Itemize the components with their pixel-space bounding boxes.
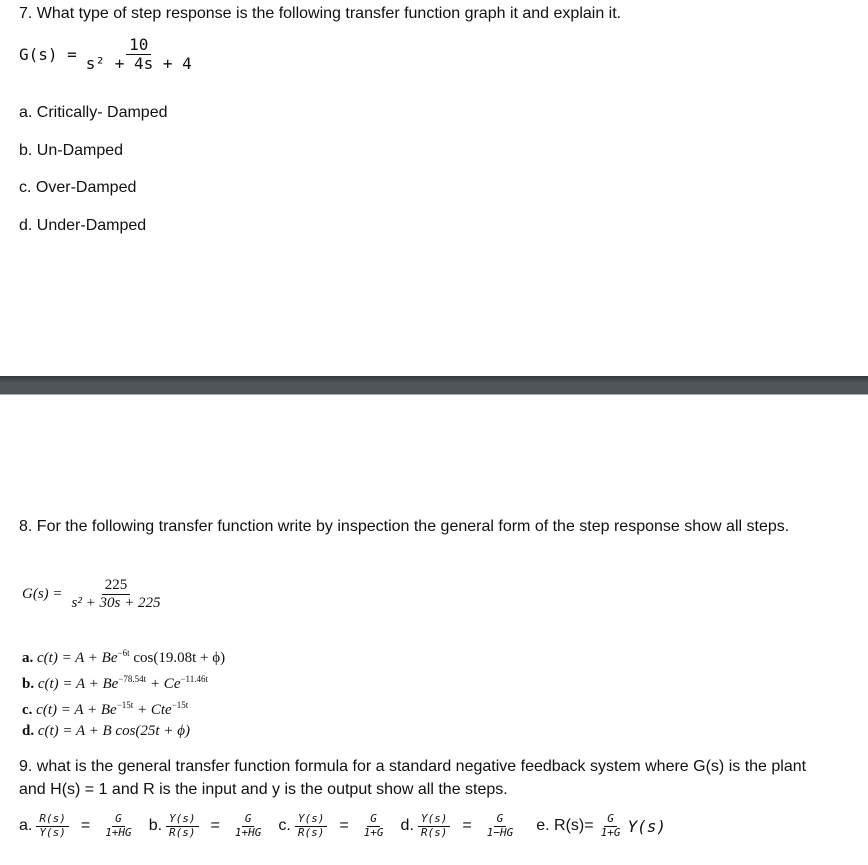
option-label: b.: [22, 676, 35, 692]
option-label: e. R(s)=: [536, 817, 594, 835]
option-label: a.: [19, 817, 33, 835]
exponent: −11.46t: [180, 674, 208, 684]
denominator: 1−HG: [486, 825, 514, 839]
denominator: Y(s): [39, 825, 66, 839]
q8-options: [22, 643, 225, 742]
q7-numerator: 10: [126, 36, 151, 55]
exponent: −15t: [116, 700, 134, 710]
denominator: 1+HG: [105, 825, 132, 839]
option-label: d.: [22, 723, 35, 739]
q8-option-b[interactable]: [22, 669, 225, 695]
q9-question: 9. what is the general transfer function formula for a standard negative feedback system where G(s) is the plant and H(s) = 1 and R is the input and y is the output show all the steps.: [19, 758, 807, 798]
expr: c(t) = A + Be: [37, 676, 119, 692]
equals: =: [339, 817, 349, 835]
exponent: −15t: [171, 700, 189, 710]
option-label: a.: [22, 650, 34, 666]
expr: c(t) = A + Be: [37, 650, 118, 666]
q8-option-a[interactable]: [22, 643, 225, 669]
q9-option-a[interactable]: [19, 813, 135, 839]
denominator: R(s): [420, 825, 448, 839]
expr: c(t) = A + Be: [36, 702, 117, 718]
equals: =: [210, 817, 220, 835]
expr: c(t) = A + B cos(25t + ϕ): [37, 723, 190, 739]
numerator: G: [367, 813, 380, 827]
equals: =: [80, 817, 91, 835]
q9-option-e[interactable]: [536, 813, 666, 839]
expr: + Ce: [146, 676, 181, 692]
page-divider: [0, 376, 868, 395]
denominator: 1+G: [363, 825, 384, 839]
q7-question: 7. What type of step response is the following transfer function graph it and explain it.: [19, 5, 622, 22]
option-label: c.: [22, 702, 33, 718]
equals: =: [462, 817, 472, 835]
denominator: R(s): [169, 825, 196, 839]
numerator: G: [242, 813, 255, 827]
numerator: Y(s): [295, 813, 328, 827]
numerator: R(s): [36, 813, 69, 827]
numerator: G: [112, 813, 125, 827]
numerator: Y(s): [418, 813, 451, 827]
numerator: G: [494, 813, 507, 827]
q9-option-c[interactable]: [278, 813, 386, 839]
q7-denominator: s² + 4s + 4: [85, 54, 192, 74]
option-label: c.: [278, 817, 291, 835]
q8-denominator: s² + 30s + 225: [71, 595, 161, 612]
exponent: −6t: [117, 648, 130, 658]
denominator: 1+HG: [234, 825, 262, 839]
exponent: −78.54t: [118, 674, 147, 684]
q8-numerator: 225: [102, 577, 131, 595]
denominator: R(s): [297, 825, 325, 839]
q7-option-a[interactable]: a. Critically- Damped: [19, 104, 168, 121]
q8-option-d[interactable]: [22, 721, 225, 742]
q8-option-c[interactable]: [22, 695, 225, 721]
denominator: 1+G: [600, 825, 621, 839]
q7-option-b[interactable]: b. Un-Damped: [19, 142, 124, 159]
tail: Y(s): [627, 816, 666, 836]
q8-transfer-function: [22, 577, 163, 613]
numerator: G: [604, 813, 617, 827]
q8-question: 8. For the following transfer function write by inspection the general form of the step response show all steps.: [19, 518, 790, 535]
q9-options: [19, 813, 666, 839]
expr: + Cte: [133, 702, 172, 718]
q7-lhs: G(s) =: [19, 45, 77, 65]
q9-option-d[interactable]: [401, 813, 517, 839]
q7-option-d[interactable]: d. Under-Damped: [19, 217, 147, 234]
expr: cos(19.08t + ϕ): [129, 650, 226, 666]
option-label: d.: [400, 817, 414, 835]
q9-option-b[interactable]: [149, 813, 265, 839]
q8-lhs: G(s) =: [22, 586, 63, 603]
q7-transfer-function: [19, 36, 195, 74]
q7-option-c[interactable]: c. Over-Damped: [19, 179, 137, 196]
numerator: Y(s): [166, 813, 199, 827]
option-label: b.: [148, 817, 163, 835]
